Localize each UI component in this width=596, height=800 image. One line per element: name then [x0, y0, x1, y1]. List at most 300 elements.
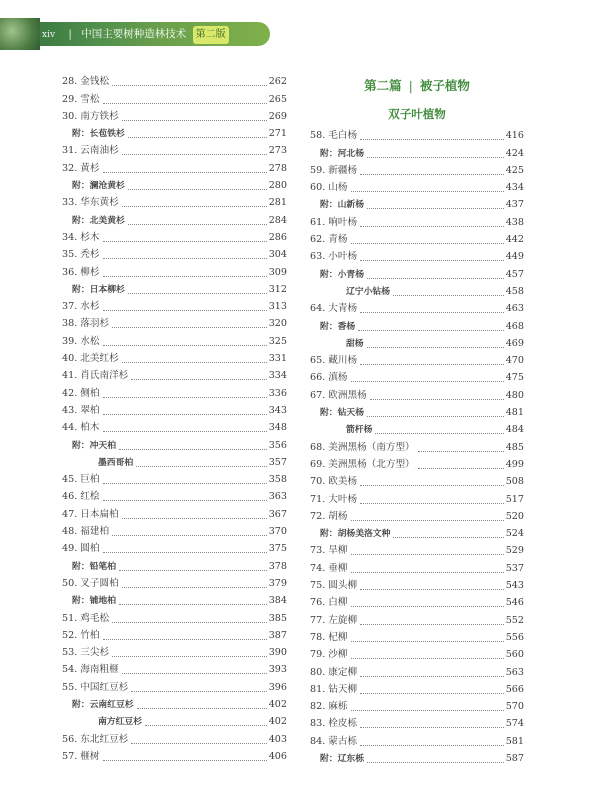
- toc-entry[interactable]: [62, 626, 287, 643]
- entry-title: 35. 秃杉: [62, 249, 100, 261]
- toc-entry[interactable]: [62, 729, 287, 746]
- toc-entry[interactable]: [62, 418, 287, 435]
- toc-entry[interactable]: [310, 697, 524, 714]
- toc-entry[interactable]: [310, 212, 524, 229]
- entry-page-number: 537: [505, 562, 524, 574]
- dot-leader: [112, 621, 267, 623]
- toc-entry[interactable]: [310, 731, 524, 748]
- entry-page-number: 546: [505, 597, 524, 609]
- toc-entry[interactable]: [310, 714, 524, 731]
- dot-leader: [351, 657, 504, 659]
- toc-subentry[interactable]: [310, 264, 524, 281]
- edition-badge: 第二版: [193, 26, 229, 44]
- entry-page-number: 384: [268, 595, 287, 607]
- entry-title: 64. 大青杨: [310, 303, 358, 315]
- dot-leader: [128, 292, 267, 294]
- entry-title: 42. 侧柏: [62, 387, 100, 399]
- dot-leader: [122, 205, 267, 207]
- toc-entry[interactable]: [310, 230, 524, 247]
- dot-leader: [103, 759, 267, 761]
- dot-leader: [103, 309, 267, 311]
- dot-leader: [131, 378, 266, 380]
- dot-leader: [367, 761, 504, 763]
- toc-subentry[interactable]: [310, 403, 524, 420]
- toc-entry[interactable]: [310, 680, 524, 697]
- toc-subentry[interactable]: [310, 334, 524, 351]
- dot-leader: [119, 603, 267, 605]
- toc-entry[interactable]: [310, 368, 524, 385]
- entry-title: 68. 美洲黑杨（南方型）: [310, 441, 415, 453]
- part-divider: |: [408, 78, 413, 93]
- entry-page-number: 442: [505, 234, 524, 246]
- dot-leader: [351, 519, 504, 521]
- entry-title: 70. 欧美杨: [310, 476, 358, 488]
- dot-leader: [351, 640, 504, 642]
- entry-page-number: 520: [505, 510, 524, 522]
- entry-page-number: 470: [505, 355, 524, 367]
- header-text: [42, 25, 229, 44]
- dot-leader: [103, 396, 267, 398]
- entry-title: 辽宁小钻杨: [346, 286, 390, 297]
- entry-title: 33. 华东黄杉: [62, 197, 119, 209]
- dot-leader: [112, 655, 267, 657]
- toc-entry[interactable]: [310, 628, 524, 645]
- dot-leader: [351, 242, 504, 244]
- entry-title: 附：冲天柏: [72, 440, 116, 451]
- toc-entry[interactable]: [62, 331, 287, 348]
- toc-entry[interactable]: [62, 574, 287, 591]
- dot-leader: [360, 138, 504, 140]
- dot-leader: [360, 363, 504, 365]
- entry-page-number: 375: [268, 543, 287, 555]
- dot-leader: [122, 361, 267, 363]
- toc-entry[interactable]: [62, 193, 287, 210]
- entry-title: 28. 金钱松: [62, 76, 110, 88]
- entry-page-number: 484: [505, 424, 524, 436]
- entry-title: 62. 青杨: [310, 234, 348, 246]
- entry-title: 附：云南红豆杉: [72, 699, 134, 710]
- toc-right-list: [310, 126, 524, 766]
- entry-title: 83. 栓皮栎: [310, 718, 358, 730]
- dot-leader: [360, 502, 504, 504]
- toc-subentry[interactable]: [62, 712, 287, 729]
- toc-entry[interactable]: [62, 314, 287, 331]
- dot-leader: [119, 569, 267, 571]
- entry-title: 附：日本柳杉: [72, 284, 125, 295]
- entry-title: 30. 南方铁杉: [62, 110, 119, 122]
- entry-page-number: 278: [268, 162, 287, 174]
- entry-title: 48. 福建柏: [62, 526, 110, 538]
- dot-leader: [128, 136, 267, 138]
- entry-title: 附：铅笔柏: [72, 561, 116, 572]
- toc-subentry[interactable]: [62, 176, 287, 193]
- entry-title: 76. 白柳: [310, 597, 348, 609]
- entry-title: 附：澜沧黄杉: [72, 181, 125, 192]
- entry-title: 43. 翠柏: [62, 404, 100, 416]
- toc-entry[interactable]: [62, 522, 287, 539]
- toc-entry[interactable]: [310, 247, 524, 264]
- toc-subentry[interactable]: [310, 143, 524, 160]
- entry-title: 36. 柳杉: [62, 266, 100, 278]
- toc-entry[interactable]: [62, 107, 287, 124]
- entry-page-number: 543: [505, 580, 524, 592]
- toc-entry[interactable]: [310, 507, 524, 524]
- entry-page-number: 265: [268, 93, 287, 105]
- entry-page-number: 378: [268, 560, 287, 572]
- toc-entry[interactable]: [62, 608, 287, 625]
- toc-entry[interactable]: [62, 747, 287, 764]
- dot-leader: [103, 171, 267, 173]
- toc-entry[interactable]: [310, 558, 524, 575]
- entry-title: 附：河北杨: [320, 148, 364, 159]
- toc-entry[interactable]: [310, 126, 524, 143]
- entry-page-number: 367: [268, 508, 287, 520]
- entry-title: 58. 毛白杨: [310, 130, 358, 142]
- entry-page-number: 529: [505, 545, 524, 557]
- toc-subentry[interactable]: [62, 280, 287, 297]
- toc-entry[interactable]: [62, 487, 287, 504]
- toc-subentry[interactable]: [62, 435, 287, 452]
- toc-entry[interactable]: [310, 593, 524, 610]
- entry-title: 60. 山杨: [310, 182, 348, 194]
- entry-title: 72. 胡杨: [310, 510, 348, 522]
- toc-entry[interactable]: [62, 504, 287, 521]
- toc-entry[interactable]: [310, 489, 524, 506]
- part-name: 被子植物: [419, 78, 470, 93]
- entry-page-number: 403: [268, 733, 287, 745]
- entry-page-number: 463: [505, 303, 524, 315]
- entry-title: 84. 蒙古栎: [310, 735, 358, 747]
- dot-leader: [351, 571, 504, 573]
- entry-page-number: 449: [505, 251, 524, 263]
- entry-page-number: 281: [268, 197, 287, 209]
- dot-leader: [360, 692, 504, 694]
- entry-page-number: 358: [268, 474, 287, 486]
- toc-entry[interactable]: [62, 245, 287, 262]
- entry-title: 31. 云南油杉: [62, 145, 119, 157]
- entry-page-number: 336: [268, 387, 287, 399]
- entry-page-number: 457: [505, 268, 524, 280]
- entry-page-number: 379: [268, 577, 287, 589]
- entry-title: 56. 东北红豆杉: [62, 733, 129, 745]
- dot-leader: [103, 275, 267, 277]
- dot-leader: [112, 326, 267, 328]
- dot-leader: [103, 240, 267, 242]
- entry-page-number: 334: [268, 370, 287, 382]
- dot-leader: [131, 742, 266, 744]
- entry-title: 59. 新疆杨: [310, 164, 358, 176]
- entry-title: 50. 叉子圆柏: [62, 577, 119, 589]
- dot-leader: [122, 119, 267, 121]
- entry-page-number: 587: [505, 752, 524, 764]
- dot-leader: [418, 467, 504, 469]
- entry-title: 80. 康定柳: [310, 666, 358, 678]
- toc-entry[interactable]: [310, 437, 524, 454]
- entry-page-number: 437: [505, 199, 524, 211]
- page-number: xiv: [42, 30, 56, 40]
- entry-page-number: 458: [505, 285, 524, 297]
- dot-leader: [103, 102, 267, 104]
- dot-leader: [360, 259, 504, 261]
- entry-title: 附：胡杨美洛文种: [320, 529, 391, 540]
- toc-subentry[interactable]: [310, 420, 524, 437]
- entry-page-number: 485: [505, 441, 524, 453]
- dot-leader: [122, 672, 267, 674]
- entry-page-number: 309: [268, 266, 287, 278]
- dot-leader: [370, 398, 504, 400]
- dot-leader: [119, 448, 267, 450]
- entry-title: 57. 榧树: [62, 750, 100, 762]
- toc-entry[interactable]: [310, 610, 524, 627]
- dot-leader: [375, 432, 503, 434]
- entry-page-number: 438: [505, 216, 524, 228]
- dot-leader: [367, 415, 504, 417]
- toc-entry[interactable]: [310, 299, 524, 316]
- dot-leader: [103, 482, 267, 484]
- toc-entry[interactable]: [62, 297, 287, 314]
- toc-entry[interactable]: [62, 349, 287, 366]
- toc-entry[interactable]: [62, 366, 287, 383]
- toc-subentry[interactable]: [310, 524, 524, 541]
- dot-leader: [103, 413, 267, 415]
- dot-leader: [360, 311, 504, 313]
- entry-page-number: 343: [268, 404, 287, 416]
- entry-page-number: 348: [268, 422, 287, 434]
- entry-title: 40. 北美红杉: [62, 353, 119, 365]
- entry-title: 81. 钻天柳: [310, 683, 358, 695]
- entry-title: 79. 沙柳: [310, 649, 348, 661]
- entry-title: 53. 三尖杉: [62, 647, 110, 659]
- entry-title: 南方红豆杉: [98, 717, 142, 728]
- entry-page-number: 284: [268, 214, 287, 226]
- entry-page-number: 363: [268, 491, 287, 503]
- toc-subentry[interactable]: [62, 695, 287, 712]
- dot-leader: [351, 380, 504, 382]
- entry-page-number: 524: [505, 528, 524, 540]
- entry-title: 29. 雪松: [62, 93, 100, 105]
- entry-title: 37. 水杉: [62, 301, 100, 313]
- entry-page-number: 390: [268, 647, 287, 659]
- toc-subentry[interactable]: [310, 316, 524, 333]
- entry-page-number: 280: [268, 180, 287, 192]
- entry-page-number: 387: [268, 629, 287, 641]
- entry-title: 附：辽东栎: [320, 753, 364, 764]
- toc-entry[interactable]: [62, 72, 287, 89]
- toc-entry[interactable]: [62, 228, 287, 245]
- entry-page-number: 508: [505, 476, 524, 488]
- dot-leader: [128, 223, 267, 225]
- dot-leader: [393, 294, 504, 296]
- toc-subentry[interactable]: [310, 749, 524, 766]
- entry-page-number: 402: [268, 698, 287, 710]
- entry-page-number: 385: [268, 612, 287, 624]
- entry-page-number: 416: [505, 130, 524, 142]
- toc-entry[interactable]: [62, 141, 287, 158]
- dot-leader: [112, 534, 267, 536]
- toc-entry[interactable]: [310, 541, 524, 558]
- entry-page-number: 563: [505, 666, 524, 678]
- toc-entry[interactable]: [310, 645, 524, 662]
- part-heading: [310, 76, 524, 96]
- entry-title: 34. 杉木: [62, 231, 100, 243]
- entry-title: 47. 日本扁柏: [62, 508, 119, 520]
- toc-entry[interactable]: [310, 351, 524, 368]
- entry-page-number: 468: [505, 320, 524, 332]
- entry-title: 38. 落羽杉: [62, 318, 110, 330]
- entry-title: 52. 竹柏: [62, 629, 100, 641]
- entry-title: 61. 响叶杨: [310, 216, 358, 228]
- entry-page-number: 370: [268, 526, 287, 538]
- dot-leader: [360, 588, 504, 590]
- dot-leader: [103, 344, 267, 346]
- entry-title: 54. 海南粗榧: [62, 664, 119, 676]
- dot-leader: [360, 623, 504, 625]
- toc-entry[interactable]: [62, 470, 287, 487]
- entry-page-number: 480: [505, 389, 524, 401]
- toc-right-column: [310, 72, 524, 766]
- toc-left-column: [62, 72, 287, 764]
- entry-title: 67. 欧洲黑杨: [310, 389, 367, 401]
- toc-entry[interactable]: [62, 539, 287, 556]
- entry-title: 41. 肖氏南洋杉: [62, 370, 129, 382]
- toc-subentry[interactable]: [62, 453, 287, 470]
- entry-title: 55. 中国红豆杉: [62, 681, 129, 693]
- toc-entry[interactable]: [62, 383, 287, 400]
- forest-photo: [0, 18, 40, 50]
- entry-title: 附：铺地柏: [72, 596, 116, 607]
- dot-leader: [367, 277, 504, 279]
- toc-entry[interactable]: [62, 158, 287, 175]
- dot-leader: [122, 517, 267, 519]
- entry-title: 66. 滇杨: [310, 372, 348, 384]
- toc-entry[interactable]: [62, 262, 287, 279]
- toc-entry[interactable]: [62, 89, 287, 106]
- toc-entry[interactable]: [310, 472, 524, 489]
- entry-title: 箭杆杨: [346, 425, 373, 436]
- toc-entry[interactable]: [62, 401, 287, 418]
- book-title: 中国主要树种造林技术: [81, 28, 187, 40]
- toc-entry[interactable]: [62, 643, 287, 660]
- entry-page-number: 406: [268, 750, 287, 762]
- dot-leader: [351, 709, 504, 711]
- entry-page-number: 393: [268, 664, 287, 676]
- entry-page-number: 517: [505, 493, 524, 505]
- entry-title: 46. 红桧: [62, 491, 100, 503]
- header-separator: |: [68, 28, 72, 40]
- entry-page-number: 434: [505, 182, 524, 194]
- entry-title: 78. 杞柳: [310, 631, 348, 643]
- dot-leader: [122, 586, 267, 588]
- running-header: [0, 0, 290, 56]
- toc-subentry[interactable]: [62, 210, 287, 227]
- entry-title: 39. 水松: [62, 335, 100, 347]
- entry-title: 甜杨: [346, 338, 364, 349]
- toc-subentry[interactable]: [310, 282, 524, 299]
- entry-page-number: 304: [268, 249, 287, 261]
- toc-subentry[interactable]: [62, 124, 287, 141]
- entry-title: 附：北美黄杉: [72, 215, 125, 226]
- entry-page-number: 312: [268, 283, 287, 295]
- dot-leader: [393, 536, 503, 538]
- entry-title: 附：小青杨: [320, 269, 364, 280]
- entry-page-number: 402: [268, 716, 287, 728]
- dot-leader: [367, 156, 504, 158]
- entry-title: 77. 左旋柳: [310, 614, 358, 626]
- entry-title: 45. 巨柏: [62, 474, 100, 486]
- dot-leader: [128, 188, 267, 190]
- entry-title: 71. 大叶杨: [310, 493, 358, 505]
- entry-title: 82. 麻栎: [310, 701, 348, 713]
- entry-page-number: 574: [505, 718, 524, 730]
- entry-title: 附：长苞铁杉: [72, 129, 125, 140]
- dot-leader: [131, 690, 266, 692]
- entry-page-number: 556: [505, 631, 524, 643]
- entry-page-number: 481: [505, 407, 524, 419]
- dot-leader: [103, 551, 267, 553]
- toc-entry[interactable]: [310, 662, 524, 679]
- dot-leader: [351, 605, 504, 607]
- dot-leader: [103, 499, 267, 501]
- toc-subentry[interactable]: [62, 556, 287, 573]
- toc-entry[interactable]: [310, 576, 524, 593]
- dot-leader: [112, 84, 267, 86]
- entry-title: 75. 圆头柳: [310, 580, 358, 592]
- toc-entry[interactable]: [310, 385, 524, 402]
- entry-title: 73. 旱柳: [310, 545, 348, 557]
- toc-subentry[interactable]: [310, 195, 524, 212]
- toc-entry[interactable]: [310, 178, 524, 195]
- toc-entry[interactable]: [310, 455, 524, 472]
- entry-title: 74. 垂柳: [310, 562, 348, 574]
- entry-page-number: 424: [505, 147, 524, 159]
- entry-page-number: 499: [505, 458, 524, 470]
- dot-leader: [360, 484, 504, 486]
- entry-page-number: 425: [505, 164, 524, 176]
- dot-leader: [103, 638, 267, 640]
- dot-leader: [360, 675, 504, 677]
- toc-entry[interactable]: [62, 677, 287, 694]
- entry-title: 44. 柏木: [62, 422, 100, 434]
- entry-page-number: 570: [505, 701, 524, 713]
- entry-page-number: 566: [505, 683, 524, 695]
- toc-entry[interactable]: [62, 660, 287, 677]
- section-heading: 双子叶植物: [388, 107, 446, 121]
- entry-title: 63. 小叶杨: [310, 251, 358, 263]
- entry-title: 墨西哥柏: [98, 457, 134, 468]
- toc-subentry[interactable]: [62, 591, 287, 608]
- entry-title: 65. 藏川杨: [310, 355, 358, 367]
- dot-leader: [136, 465, 266, 467]
- entry-page-number: 286: [268, 231, 287, 243]
- dot-leader: [103, 257, 267, 259]
- entry-page-number: 357: [268, 456, 287, 468]
- entry-page-number: 262: [268, 76, 287, 88]
- entry-page-number: 552: [505, 614, 524, 626]
- entry-title: 32. 黄杉: [62, 162, 100, 174]
- dot-leader: [418, 450, 504, 452]
- entry-title: 附：钻天杨: [320, 408, 364, 419]
- entry-page-number: 325: [268, 335, 287, 347]
- dot-leader: [145, 724, 267, 726]
- entry-title: 附：山新杨: [320, 200, 364, 211]
- entry-page-number: 560: [505, 649, 524, 661]
- entry-page-number: 469: [505, 337, 524, 349]
- dot-leader: [351, 553, 504, 555]
- entry-page-number: 396: [268, 681, 287, 693]
- dot-leader: [351, 190, 504, 192]
- dot-leader: [122, 153, 267, 155]
- toc-entry[interactable]: [310, 161, 524, 178]
